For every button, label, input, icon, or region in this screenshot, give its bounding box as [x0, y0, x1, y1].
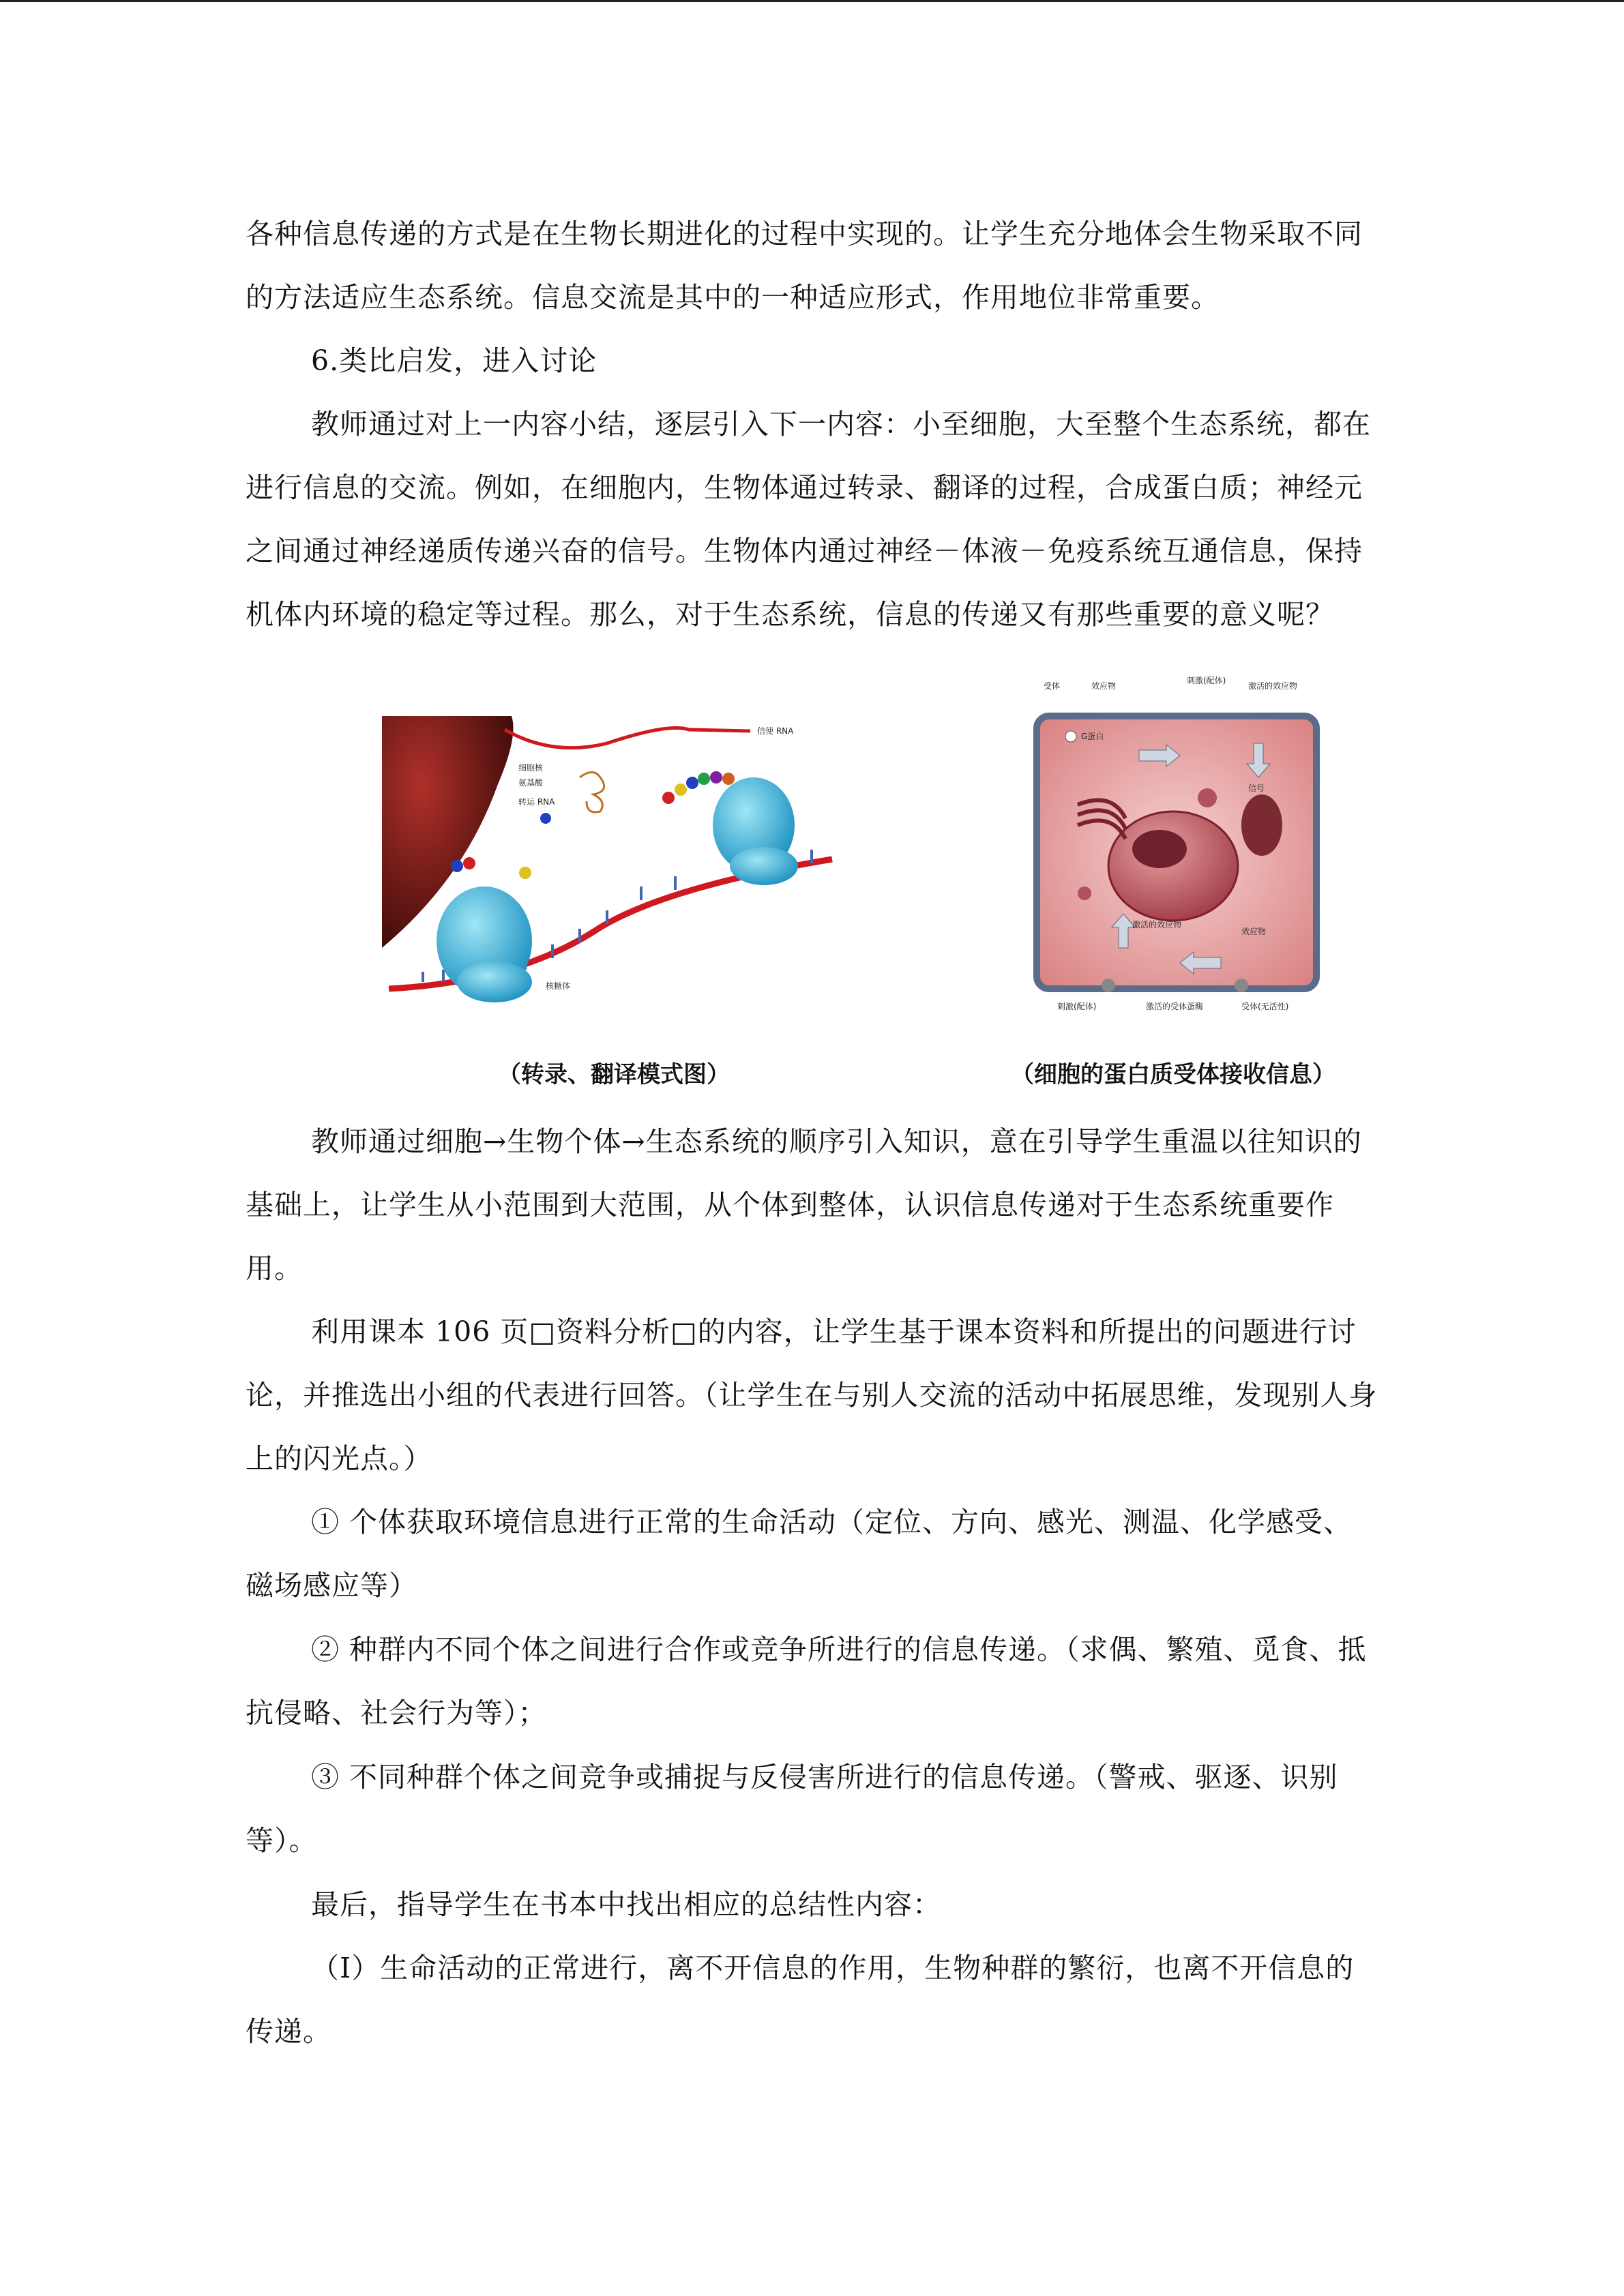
- list-item-3: ③ 不同种群个体之间竞争或捕捉与反侵害所进行的信息传递。（警戒、驱逐、识别等）。: [246, 1761, 1338, 1857]
- figure-right-label: 受体(无活性): [1241, 1002, 1289, 1011]
- figure-right-label: 刺激(配体): [1057, 1002, 1097, 1011]
- figure-right-label: 激活的效应物: [1132, 920, 1182, 929]
- figure-right-label: G蛋白: [1081, 732, 1104, 741]
- paragraph-3: 教师通过对上一内容小结，逐层引入下一内容：小至细胞，大至整个生态系统，都在进行信息的交流。例如，在细胞内，生物体通过转录、翻译的过程，合成蛋白质；神经元之间通过神经递质传递兴奋的信号。生物体内通过神经－体液－免疫系统互通信息，保持机体内环境的稳定等过程。那么，对于生态系统，信息的传递又有那些重要的意义呢？: [246, 408, 1371, 631]
- paragraph-5: 利用课本 106 页□资料分析□的内容，让学生基于课本资料和所提出的问题进行讨论，并推选出小组的代表进行回答。（让学生在与别人交流的活动中拓展思维，发现别人身上的闪光点。）: [246, 1315, 1378, 1475]
- figure-left-label: 信使 RNA: [757, 726, 794, 736]
- figure-left-label: 核糖体: [546, 981, 571, 991]
- paragraph-1: 各种信息传递的方式是在生物长期进化的过程中实现的。让学生充分地体会生物采取不同的方法适应生态系统。信息交流是其中的一种适应形式，作用地位非常重要。: [246, 218, 1363, 314]
- figure-left-caption: （转录、翻译模式图）: [498, 1061, 730, 1088]
- figure-right-label: 效应物: [1241, 927, 1267, 936]
- figure-right-label: 信号: [1248, 784, 1265, 793]
- mitochondrion: [1241, 794, 1282, 856]
- figure-left-label: 转运 RNA: [518, 797, 555, 807]
- figure-right-label: 激活的受体蛋酶: [1146, 1002, 1204, 1011]
- figure-right-label: 刺激(配体): [1187, 676, 1226, 685]
- figure-right-label: 效应物: [1091, 681, 1117, 691]
- top-border: [0, 0, 1624, 2]
- trna-shape: [580, 773, 604, 813]
- conclusion-1: （Ⅰ）生命活动的正常进行，离不开信息的作用，生物种群的繁衍，也离不开信息的传递。: [246, 1952, 1355, 2048]
- mrna-top: [505, 728, 750, 748]
- figure-right-label: 受体: [1044, 681, 1061, 691]
- transcription-translation-figure: [382, 702, 846, 1002]
- paragraph-4: 教师通过细胞→生物个体→生态系统的顺序引入知识，意在引导学生重温以往知识的基础上，让学生从小范围到大范围，从个体到整体，认识信息传递对于生态系统重要作用。: [246, 1125, 1362, 1285]
- cell-nucleus: [1108, 811, 1238, 921]
- figure-right-caption: （细胞的蛋白质受体接收信息）: [1011, 1061, 1335, 1088]
- paragraph-9: 最后，指导学生在书本中找出相应的总结性内容：: [311, 1888, 941, 1921]
- list-item-2: ② 种群内不同个体之间进行合作或竞争所进行的信息传递。（求偶、繁殖、觅食、抵抗侵略、社会行为等）；: [246, 1633, 1367, 1729]
- figure-left-label: 细胞核: [518, 763, 544, 773]
- figure-left-label: 氨基酸: [518, 778, 544, 788]
- figure-right-label: 激活的效应物: [1248, 681, 1298, 691]
- cell-receptor-figure: [1016, 668, 1330, 1037]
- list-item-1: ① 个体获取环境信息进行正常的生命活动（定位、方向、感光、测温、化学感受、磁场感应等）: [246, 1506, 1353, 1602]
- section-heading: 6.类比启发，进入讨论: [311, 344, 597, 377]
